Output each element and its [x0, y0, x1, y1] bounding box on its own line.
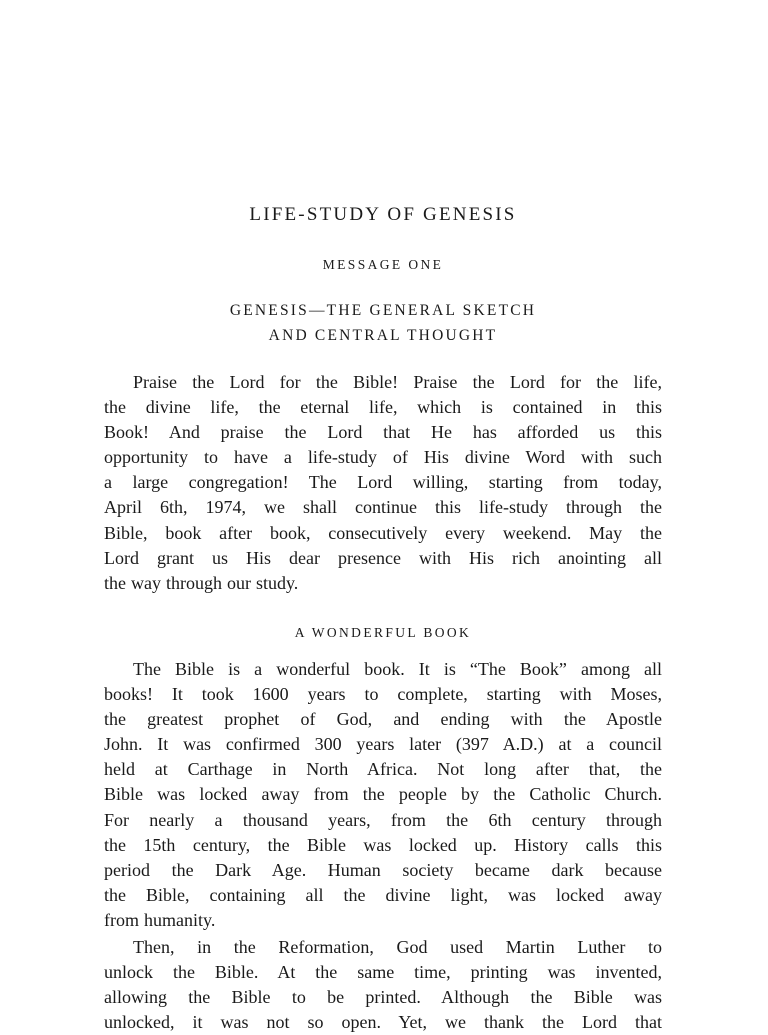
text-line: The Bible is a wonderful book. It is “The Book” among all [133, 659, 662, 679]
text-line: Lord grant us His dear presence with His rich anointing all [104, 547, 662, 568]
text-line: opportunity to have a life-study of His divine Word with such [104, 447, 662, 468]
paragraph-wonderful-book [104, 657, 662, 933]
text-line: Book! And praise the Lord that He has afforded us this [104, 422, 662, 443]
paragraph-reformation [104, 935, 662, 1035]
text-line: unlock the Bible. At the same time, printing was invented, [104, 962, 662, 983]
message-title-line: GENESIS—THE GENERAL SKETCH [229, 302, 537, 319]
text-line: John. It was confirmed 300 years later (397 A.D.) at a council [104, 734, 662, 755]
text-line: period the Dark Age. Human society became dark because [104, 859, 662, 880]
text-line: April 6th, 1974, we shall continue this life-study through the [104, 497, 662, 518]
book-title: LIFE-STUDY OF GENESIS [249, 204, 517, 225]
text-line: the greatest prophet of God, and ending with the Apostle [104, 709, 662, 730]
section-heading: A WONDERFUL BOOK [294, 625, 472, 640]
text-line: books! It took 1600 years to complete, starting with Moses, [104, 684, 662, 705]
text-line: from humanity. [104, 909, 216, 930]
text-line: Bible was locked away from the people by the Catholic Church. [104, 784, 662, 805]
message-title-line: AND CENTRAL THOUGHT [268, 327, 498, 344]
message-number: MESSAGE ONE [322, 257, 444, 272]
text-line: held at Carthage in North Africa. Not long after that, the [104, 759, 662, 780]
text-line: Praise the Lord for the Bible! Praise the Lord for the life, [133, 372, 662, 392]
text-line: the way through our study. [104, 572, 299, 593]
text-line: the Bible, containing all the divine light, was locked away [104, 884, 662, 905]
text-line: For nearly a thousand years, from the 6th century through [104, 809, 662, 830]
text-line: the divine life, the eternal life, which is contained in this [104, 397, 662, 418]
text-line: the 15th century, the Bible was locked up. History calls this [104, 834, 662, 855]
text-line: Bible, book after book, consecutively every weekend. May the [104, 522, 662, 543]
message-title [104, 298, 662, 348]
paragraph-intro [104, 370, 662, 596]
text-line: a large congregation! The Lord willing, starting from today, [104, 472, 662, 493]
text-line: Then, in the Reformation, God used Martin Luther to [133, 937, 662, 957]
text-line: unlocked, it was not so open. Yet, we thank the Lord that [104, 1012, 662, 1033]
text-line: allowing the Bible to be printed. Although the Bible was [104, 987, 662, 1008]
